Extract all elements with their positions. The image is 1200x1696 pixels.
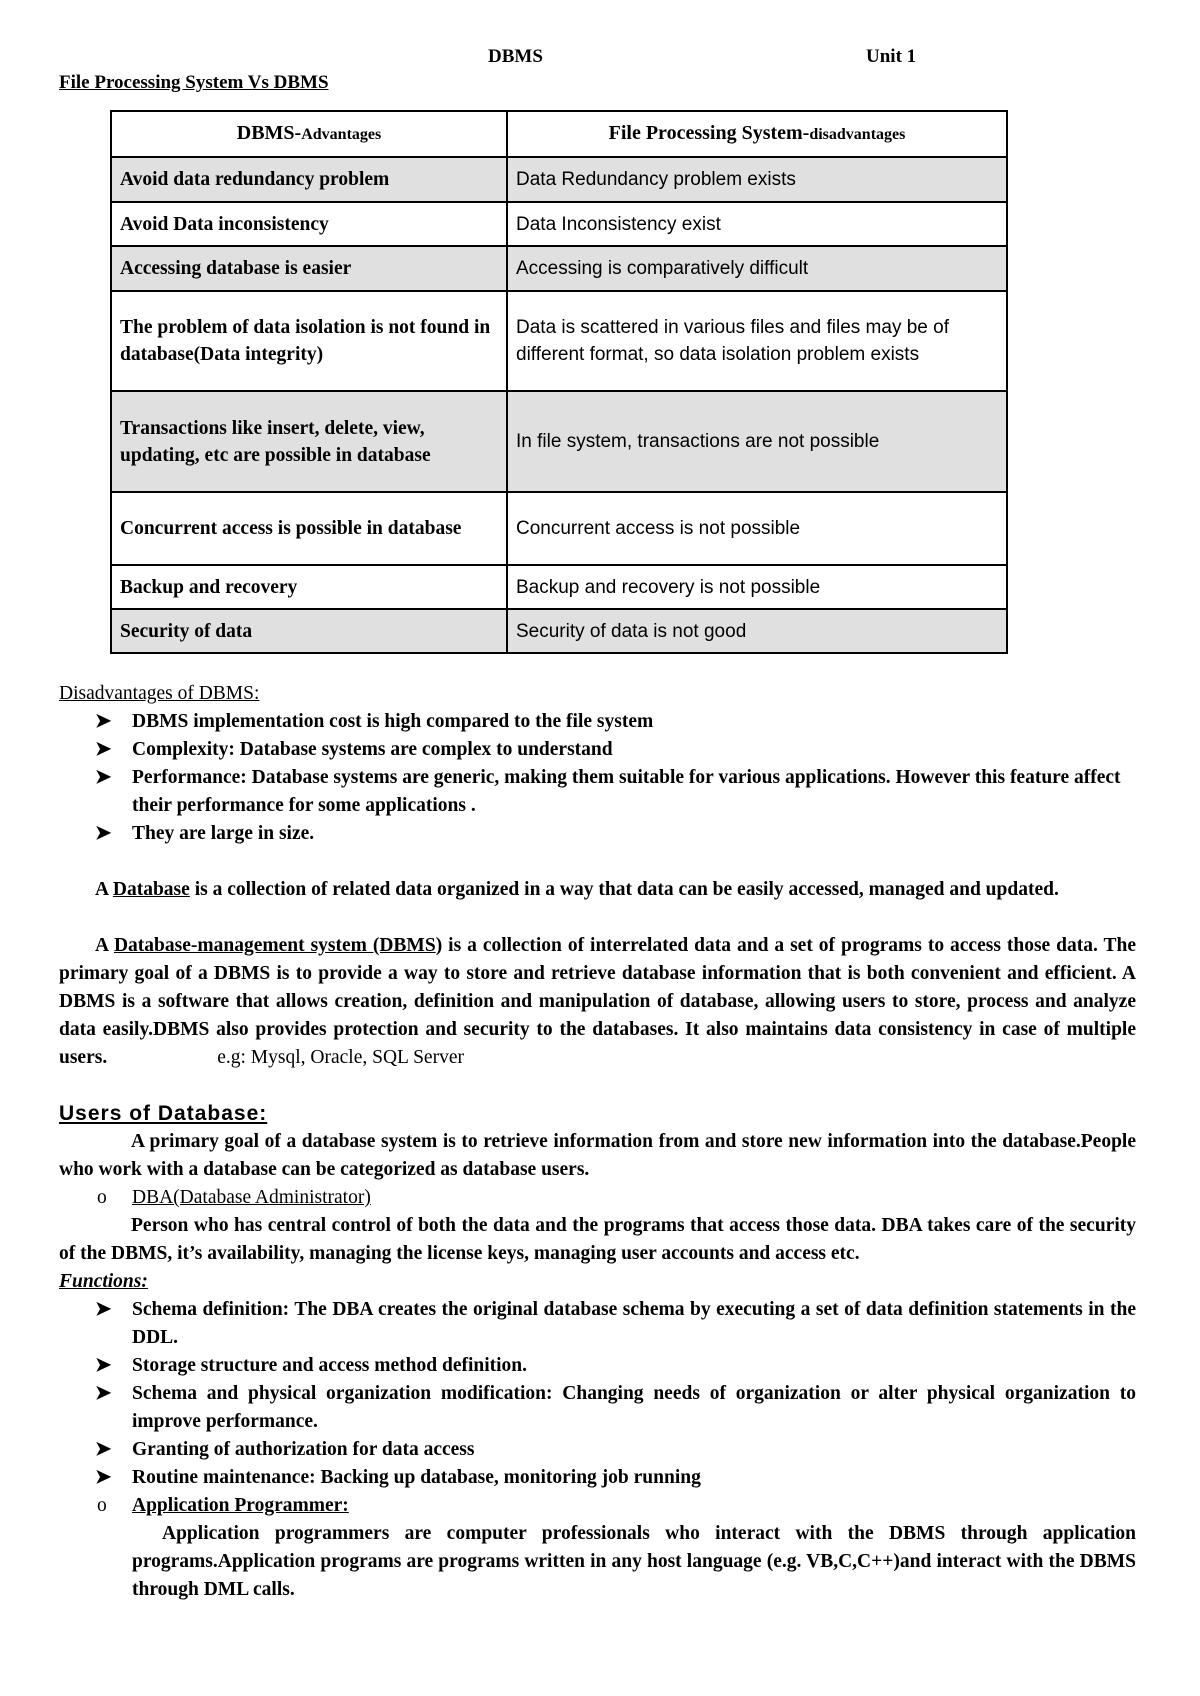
table-row [111, 157, 1007, 202]
table-row [111, 291, 1007, 391]
table-row [111, 492, 1007, 565]
table-header-row [111, 111, 1007, 157]
section-title: File Processing System Vs DBMS [59, 72, 329, 93]
list-item: ➤ DBMS implementation cost is high compared to the file system [59, 708, 1136, 736]
table-cell-advantage: Transactions like insert, delete, view, updating, etc are possible in database [111, 391, 507, 492]
table-header-file-system: File Processing System-disadvantages [507, 111, 1007, 157]
database-definition: A Database is a collection of related data organized in a way that data can be easily accessed, managed and updated. [95, 879, 1059, 900]
header-title: DBMS [488, 46, 543, 67]
table-cell-advantage: Accessing database is easier [111, 246, 507, 291]
arrow-bullet-icon: ➤ [95, 1467, 112, 1488]
table-cell-disadvantage: Data Redundancy problem exists [507, 157, 1007, 202]
arrow-bullet-icon: ➤ [95, 1299, 112, 1320]
disadvantages-section [59, 680, 1136, 848]
table-cell-advantage: Avoid Data inconsistency [111, 202, 507, 246]
table-cell-disadvantage: Backup and recovery is not possible [507, 565, 1007, 609]
table-cell-advantage: Avoid data redundancy problem [111, 157, 507, 202]
table-header-dbms: DBMS-Advantages [111, 111, 507, 157]
functions-heading: Functions: [59, 1271, 148, 1292]
table-cell-advantage: Backup and recovery [111, 565, 507, 609]
header-unit: Unit 1 [866, 46, 917, 67]
application-programmer-description: Application programmers are computer professionals who interact with the DBMS through application programs.Application programs are programs written in any host language (e.g. VB,C,C++)and interact with the DBMS through DML calls. [132, 1523, 1136, 1600]
table-cell-disadvantage: Data Inconsistency exist [507, 202, 1007, 246]
table-cell-disadvantage: Security of data is not good [507, 609, 1007, 653]
users-intro: A primary goal of a database system is to retrieve information from and store new information into the database.People who work with a database can be categorized as database users. [59, 1131, 1136, 1180]
list-item: ➤ Routine maintenance: Backing up database, monitoring job running [59, 1464, 1136, 1492]
dba-description: Person who has central control of both the data and the programs that access those data. DBA takes care of the security of the DBMS, it’s availability, managing the license keys, managing user accounts and access etc. [59, 1215, 1136, 1264]
users-heading: Users of Database: [59, 1102, 268, 1125]
list-item: ➤ Granting of authorization for data access [59, 1436, 1136, 1464]
table-cell-disadvantage: Accessing is comparatively difficult [507, 246, 1007, 291]
list-item: ➤ Storage structure and access method definition. [59, 1352, 1136, 1380]
arrow-bullet-icon: ➤ [95, 1355, 112, 1376]
table-row [111, 246, 1007, 291]
arrow-bullet-icon: ➤ [95, 1383, 112, 1404]
table-row [111, 391, 1007, 492]
comparison-table [110, 110, 1008, 654]
list-item: ➤ Schema and physical organization modification: Changing needs of organization or alter physical organization to improve performance. [59, 1380, 1136, 1436]
table-cell-advantage: The problem of data isolation is not found in database(Data integrity) [111, 291, 507, 391]
circle-bullet-icon: o [97, 1187, 107, 1208]
list-item: ➤ Complexity: Database systems are complex to understand [59, 736, 1136, 764]
dba-item: o DBA(Database Administrator) [59, 1184, 1136, 1212]
arrow-bullet-icon: ➤ [95, 767, 112, 788]
circle-bullet-icon: o [97, 1495, 107, 1516]
disadvantages-list [59, 708, 1136, 848]
database-term: Database [112, 879, 190, 900]
dbms-term: Database-management system (DBMS [113, 935, 436, 956]
application-programmer-item: o Application Programmer: [59, 1492, 1136, 1520]
dbms-definition: A Database-management system (DBMS) is a collection of interrelated data and a set of programs to access those data. The primary goal of a DBMS is to provide a way to store and retrieve database information that is both convenient and efficient. A DBMS is a software that allows creation, definition and manipulation of database, allowing users to store, process and analyze data easily.DBMS also provides protection and security to the databases. It also maintains data consistency in case of multiple users. e.g: Mysql, Oracle, SQL Server [59, 935, 1136, 1068]
functions-list [59, 1296, 1136, 1492]
table-row [111, 609, 1007, 653]
disadvantages-heading: Disadvantages of DBMS: [59, 683, 260, 704]
list-item: ➤ They are large in size. [59, 820, 1136, 848]
arrow-bullet-icon: ➤ [95, 823, 112, 844]
table-cell-disadvantage: Concurrent access is not possible [507, 492, 1007, 565]
arrow-bullet-icon: ➤ [95, 739, 112, 760]
table-cell-advantage: Security of data [111, 609, 507, 653]
users-section [59, 1100, 1136, 1604]
table-cell-disadvantage: Data is scattered in various files and files may be of different format, so data isolation problem exists [507, 291, 1007, 391]
table-row [111, 565, 1007, 609]
table-cell-advantage: Concurrent access is possible in database [111, 492, 507, 565]
arrow-bullet-icon: ➤ [95, 1439, 112, 1460]
list-item: ➤ Performance: Database systems are generic, making them suitable for various applications. However this feature affect their performance for some applications . [59, 764, 1136, 820]
table-cell-disadvantage: In file system, transactions are not possible [507, 391, 1007, 492]
dbms-examples: e.g: Mysql, Oracle, SQL Server [217, 1047, 464, 1068]
list-item: ➤ Schema definition: The DBA creates the original database schema by executing a set of data definition statements in the DDL. [59, 1296, 1136, 1352]
table-row [111, 202, 1007, 246]
arrow-bullet-icon: ➤ [95, 711, 112, 732]
